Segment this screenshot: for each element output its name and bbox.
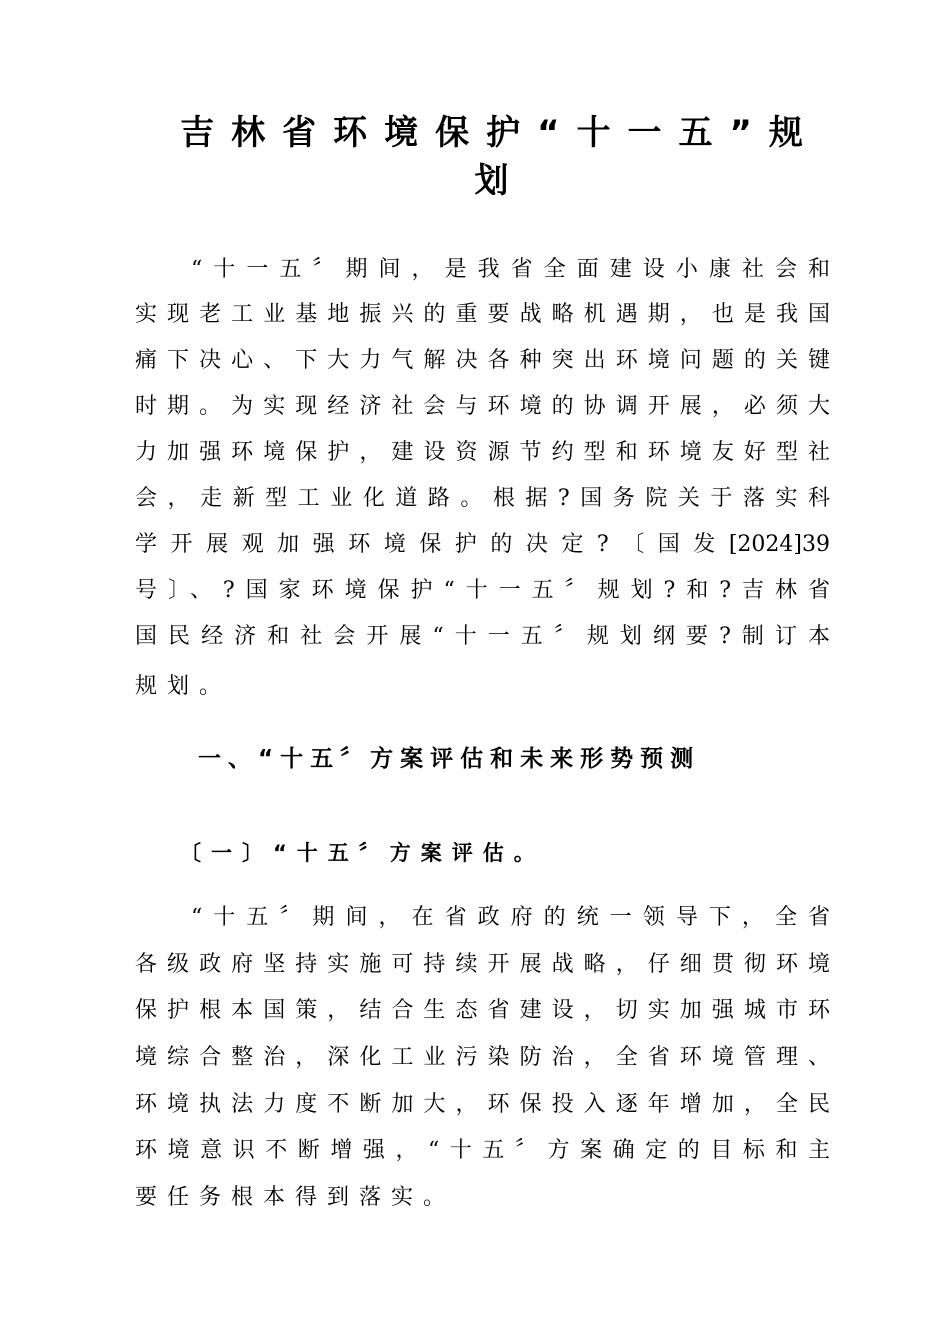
document-title-line-1: 吉林省环境保护“十一五”规 — [180, 113, 820, 153]
section-paragraph-line: 境综合整治，深化工业污染防治，全省环境管理、 — [135, 1045, 830, 1070]
intro-paragraph-line: 力加强环境保护，建设资源节约型和环境友好型社 — [135, 440, 830, 465]
intro-paragraph-line: “十一五〞期间，是我省全面建设小康社会和 — [191, 257, 830, 282]
section-paragraph-line: 环境执法力度不断加大，环保投入逐年增加，全民 — [135, 1092, 830, 1117]
intro-paragraph-line: 时期。为实现经济社会与环境的协调开展，必须大 — [135, 394, 830, 419]
section-paragraph-line: 环境意识不断增强，“十五〞方案确定的目标和主 — [135, 1138, 830, 1163]
intro-paragraph-line: 学开展观加强环境保护的决定?〔国发[2024]39 — [135, 532, 830, 557]
intro-paragraph-line: 国民经济和社会开展“十一五〞规划纲要?制订本 — [135, 624, 830, 649]
intro-paragraph-line: 实现老工业基地振兴的重要战略机遇期，也是我国 — [135, 302, 830, 327]
document-title-line-2: 划 — [474, 161, 526, 201]
section-paragraph-line: 要任务根本得到落实。 — [135, 1185, 456, 1210]
intro-paragraph-line: 号〕、?国家环境保护“十一五〞规划?和?吉林省 — [135, 578, 830, 603]
section-paragraph-line: “十五〞期间，在省政府的统一领导下，全省 — [191, 905, 830, 930]
section-paragraph-line: 保护根本国策，结合生态省建设，切实加强城市环 — [135, 998, 830, 1023]
intro-paragraph-line: 会，走新型工业化道路。根据?国务院关于落实科 — [135, 486, 830, 511]
intro-paragraph-line: 规划。 — [135, 674, 232, 699]
intro-paragraph-line: 痛下决心、下大力气解决各种突出环境问题的关键 — [135, 348, 830, 373]
section-heading: 一、“十五〞方案评估和未来形势预测 — [198, 746, 701, 772]
section-paragraph-line: 各级政府坚持实施可持续开展战略，仔细贯彻环境 — [135, 952, 830, 977]
subsection-heading: 〔一〕“十五〞方案评估。 — [180, 841, 545, 865]
